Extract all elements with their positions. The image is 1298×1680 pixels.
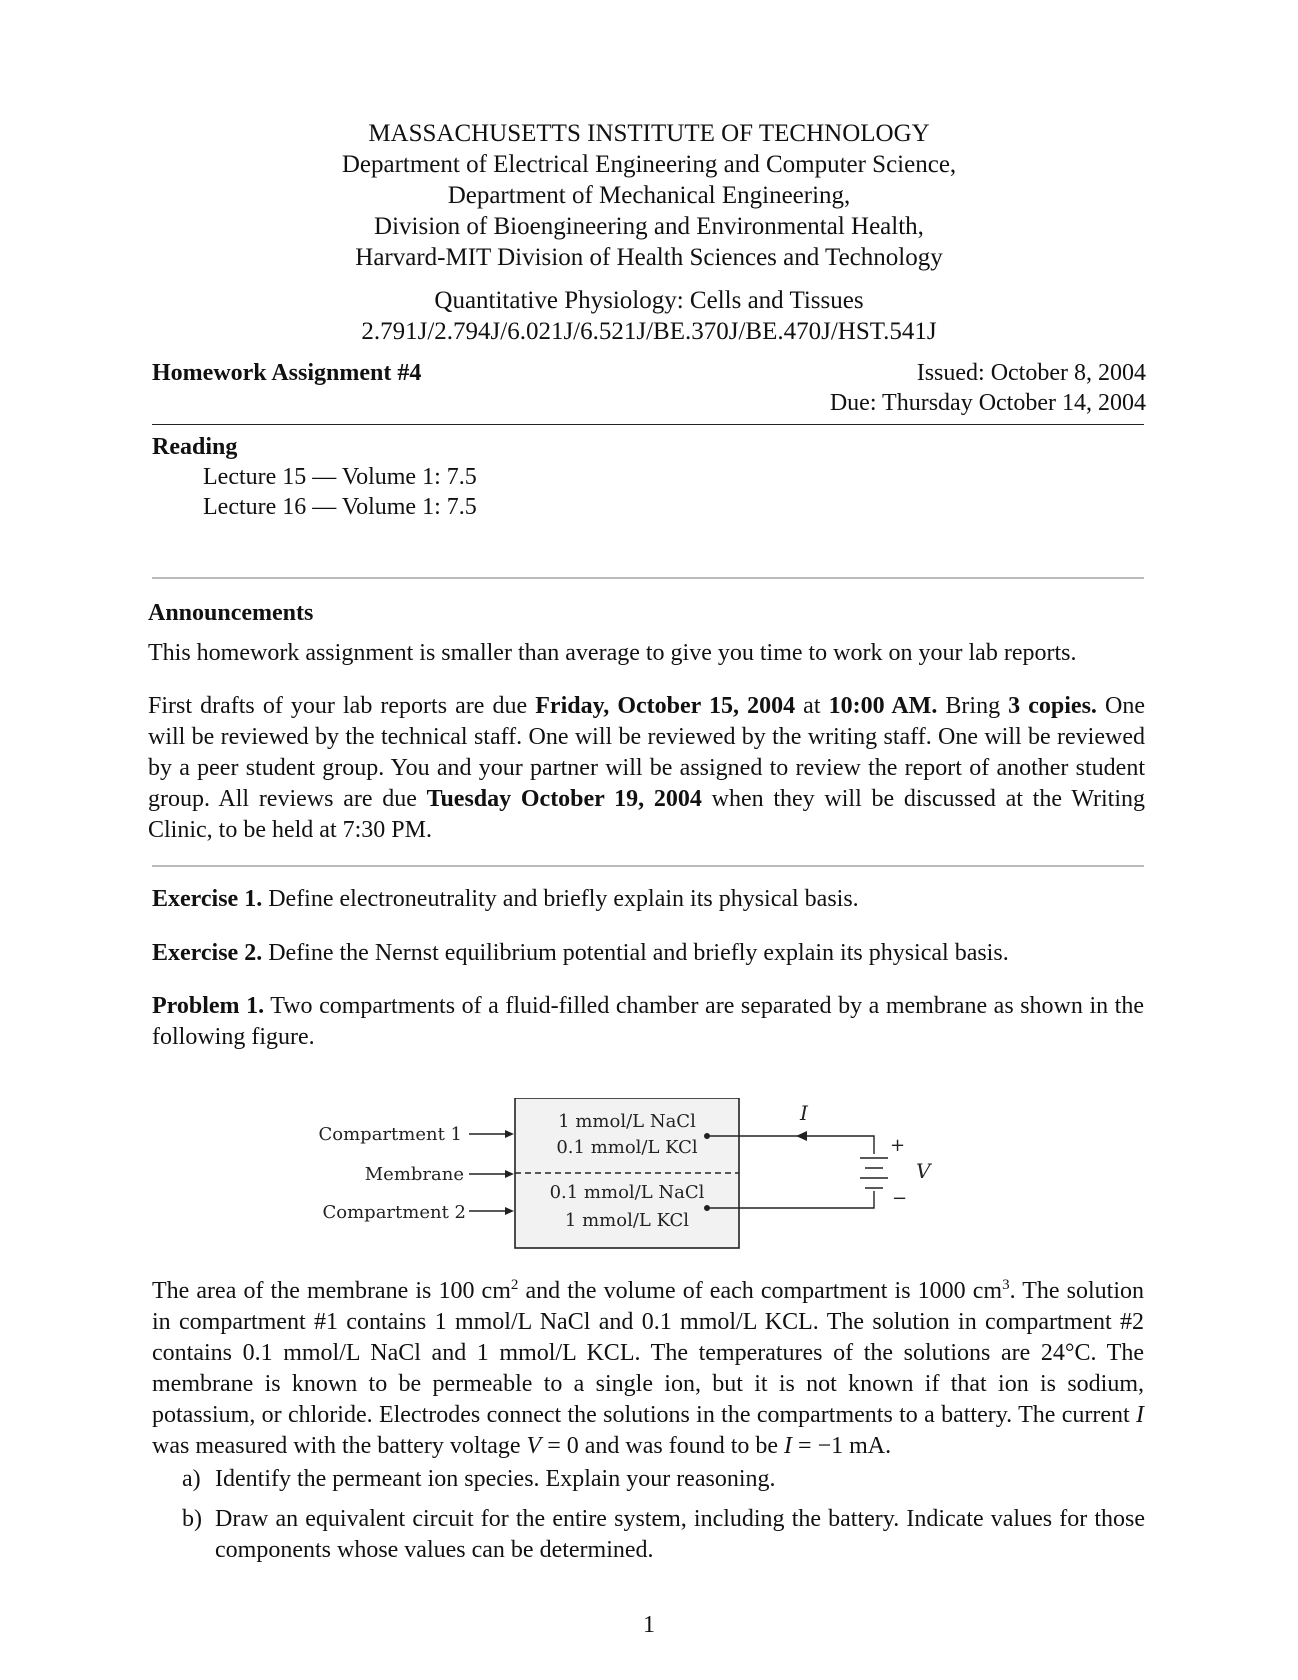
plus-sign: +	[890, 1135, 906, 1156]
problem-part-a	[182, 1464, 1145, 1495]
reading-item: Lecture 15 — Volume 1: 7.5	[203, 464, 477, 490]
compartment2-label: Compartment 2	[322, 1202, 466, 1223]
exercise-text: Define electroneutrality and briefly explain its physical basis.	[262, 886, 859, 912]
part-label: b)	[182, 1506, 202, 1532]
compartment1-arrowhead	[505, 1130, 514, 1138]
institution-header	[0, 118, 1298, 273]
header-divider	[152, 424, 1144, 425]
announcements-heading: Announcements	[148, 600, 314, 626]
battery-symbol	[860, 1158, 888, 1188]
compartment1-line1: 1 mmol/L NaCl	[558, 1111, 696, 1132]
problem-1-intro	[152, 991, 1144, 1053]
reading-heading: Reading	[152, 434, 238, 460]
problem-text: Two compartments of a fluid-filled chamber are separated by a membrane as shown in the following figure.	[152, 993, 1144, 1050]
department-line: Department of Electrical Engineering and Computer Science,	[341, 151, 957, 178]
section-divider	[152, 577, 1144, 579]
exercise-1	[152, 884, 1144, 915]
assignment-title: Homework Assignment #4	[152, 360, 422, 386]
institution-name: MASSACHUSETTS INSTITUTE OF TECHNOLOGY	[368, 120, 930, 147]
department-line: Harvard-MIT Division of Health Sciences and Technology	[355, 244, 943, 271]
membrane-arrowhead	[505, 1170, 514, 1178]
reading-item: Lecture 16 — Volume 1: 7.5	[203, 494, 477, 520]
department-line: Division of Bioengineering and Environmental Health,	[374, 213, 924, 240]
voltage-label: V	[916, 1159, 931, 1183]
problem-part-b	[182, 1504, 1145, 1566]
part-text: Identify the permeant ion species. Explain your reasoning.	[215, 1466, 776, 1492]
chamber-figure	[310, 1098, 990, 1260]
issued-date: Issued: October 8, 2004	[916, 360, 1146, 386]
section-divider	[152, 865, 1144, 867]
compartment1-line2: 0.1 mmol/L KCl	[556, 1137, 698, 1158]
compartment2-line2: 1 mmol/L KCl	[564, 1210, 690, 1231]
problem-1-body: The area of the membrane is 100 $cm^2$ and the volume of each compartment is 1000 $cm^3$. The solution in compartment #1 contains 1 mmol/L NaCl and 0.1 mmol/L KCL. The solution in compartment #2 contains 0.1 mmol/L NaCl and 1 mmol/L KCL. The temperatures of the solutions are 24°C. The membrane is known to be permeable to a single ion, but it is not known if that ion is sodium, potassium, or chloride. Electrodes connect the solutions in the compartments to a battery. The current I was measured with the battery voltage V = 0 and was found to be I = −1 mA.	[152, 1277, 1144, 1459]
announcement-paragraph: This homework assignment is smaller than average to give you time to work on your lab reports.	[148, 640, 1077, 666]
course-title: Quantitative Physiology: Cells and Tissues	[434, 287, 864, 314]
announcement-paragraph: First drafts of your lab reports are due Friday, October 15, 2004 at 10:00 AM. Bring 3 copies. One will be reviewed by the technical staff. One will be reviewed by the writing staff. One will be reviewed by a peer student group. You and your partner will be assigned to review the report of another student group. All reviews are due Tuesday October 19, 2004 when they will be discussed at the Writing Clinic, to be held at 7:30 PM.	[148, 693, 1145, 843]
exercise-label: Exercise 1.	[152, 886, 263, 912]
minus-sign: −	[892, 1188, 908, 1209]
compartment1-label: Compartment 1	[318, 1124, 462, 1145]
exercise-label: Exercise 2.	[152, 940, 263, 966]
part-text: Draw an equivalent circuit for the entire system, including the battery. Indicate values for those components whose values can be determined.	[215, 1506, 1145, 1563]
problem-label: Problem 1.	[152, 993, 265, 1019]
course-header	[0, 285, 1298, 347]
department-line: Department of Mechanical Engineering,	[447, 182, 851, 209]
compartment2-arrowhead	[505, 1207, 514, 1215]
course-numbers: 2.791J/2.794J/6.021J/6.521J/BE.370J/BE.470J/HST.541J	[361, 318, 937, 345]
current-label: I	[800, 1101, 808, 1125]
page-number: 1	[643, 1612, 655, 1638]
current-arrowhead	[796, 1131, 807, 1141]
compartment2-line1: 0.1 mmol/L NaCl	[549, 1182, 705, 1203]
part-label: a)	[182, 1466, 201, 1492]
due-date: Due: Thursday October 14, 2004	[829, 390, 1146, 416]
membrane-label: Membrane	[364, 1164, 464, 1185]
exercise-2	[152, 938, 1144, 969]
exercise-text: Define the Nernst equilibrium potential and briefly explain its physical basis.	[262, 940, 1009, 966]
